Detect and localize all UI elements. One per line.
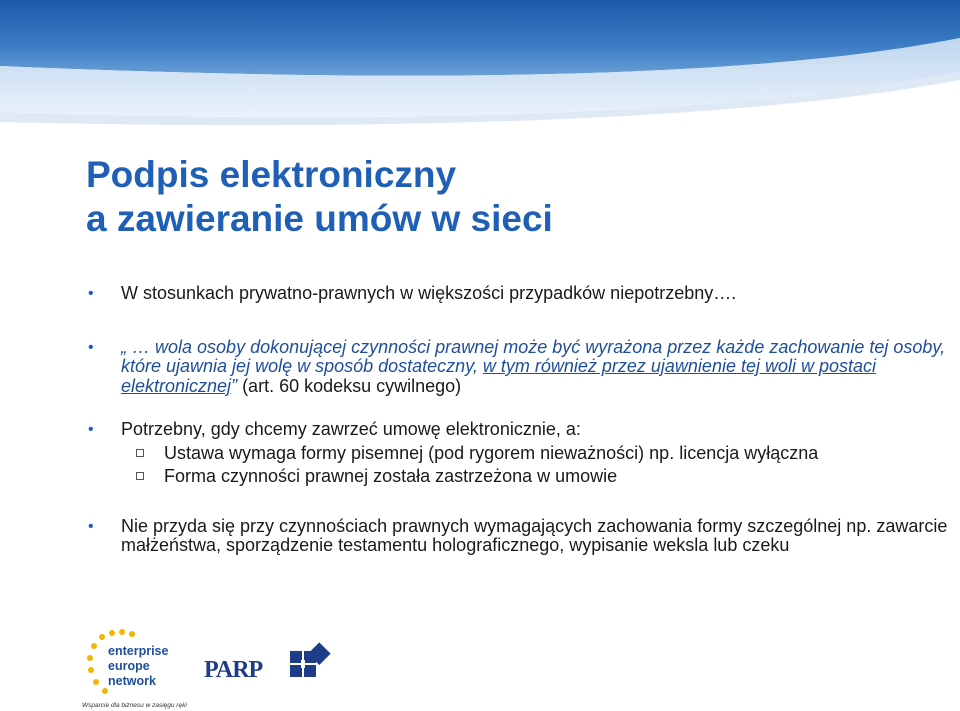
parp-logo (204, 642, 331, 683)
list-item (88, 420, 948, 440)
title-line-1: Podpis elektroniczny (86, 154, 457, 195)
bullet-dot-icon: • (88, 285, 94, 302)
sub-item-text: Forma czynności prawnej została zastrzeżona w umowie (164, 466, 618, 486)
sub-item-text: Ustawa wymaga formy pisemnej (pod rygorem nieważności) np. licencja wyłączna (164, 442, 819, 463)
een-tagline: Wsparcie dla biznesu w zasięgu ręki (82, 702, 187, 709)
bullet-dot-icon: • (88, 517, 94, 535)
bullet-list (88, 284, 948, 556)
sub-list-item (88, 467, 948, 487)
bullet-text: Nie przyda się przy czynnościach prawnych wymagających zachowania formy szczególnej np. zawarcie małżeństwa, sporządzenie testamentu holograficznego, wypisanie weksla lub czeku (121, 515, 948, 555)
bullet-dot-icon: • (88, 338, 94, 356)
een-line2: europe (108, 659, 150, 673)
quote-open: „ … (121, 336, 150, 357)
sub-list-item (88, 444, 948, 464)
een-line3: network (108, 674, 156, 688)
bullet-text: W stosunkach prywatno-prawnych w większości przypadków niepotrzebny…. (121, 283, 737, 303)
page-title (86, 153, 553, 241)
quote-text: wola osoby dokonującej czynności prawnej może być wyrażona przez każde zachowanie tej osoby, które ujawnia jej wolę w sposób dostateczny, (121, 336, 946, 376)
quote-citation: (art. 60 kodeksu cywilnego) (237, 375, 462, 396)
list-item (88, 284, 948, 304)
parp-text: PARP (204, 657, 263, 683)
parp-emblem-icon (290, 642, 331, 677)
een-line1: enterprise (108, 644, 169, 658)
list-item-quote (88, 338, 948, 397)
bullet-dot-icon: • (88, 421, 94, 438)
title-line-2: a zawieranie umów w sieci (86, 198, 553, 239)
footer-logos (80, 625, 340, 711)
enterprise-europe-network-logo (82, 629, 187, 709)
quote-close: ” (231, 375, 238, 396)
header-banner (0, 0, 960, 140)
square-bullet-icon (136, 449, 144, 457)
bullet-text: Potrzebny, gdy chcemy zawrzeć umowę elektronicznie, a: (121, 419, 581, 439)
list-item (88, 517, 948, 556)
square-bullet-icon (136, 472, 144, 480)
quote-underlined-text: w tym również przez ujawnienie tej woli w postaci elektronicznej (121, 356, 877, 396)
